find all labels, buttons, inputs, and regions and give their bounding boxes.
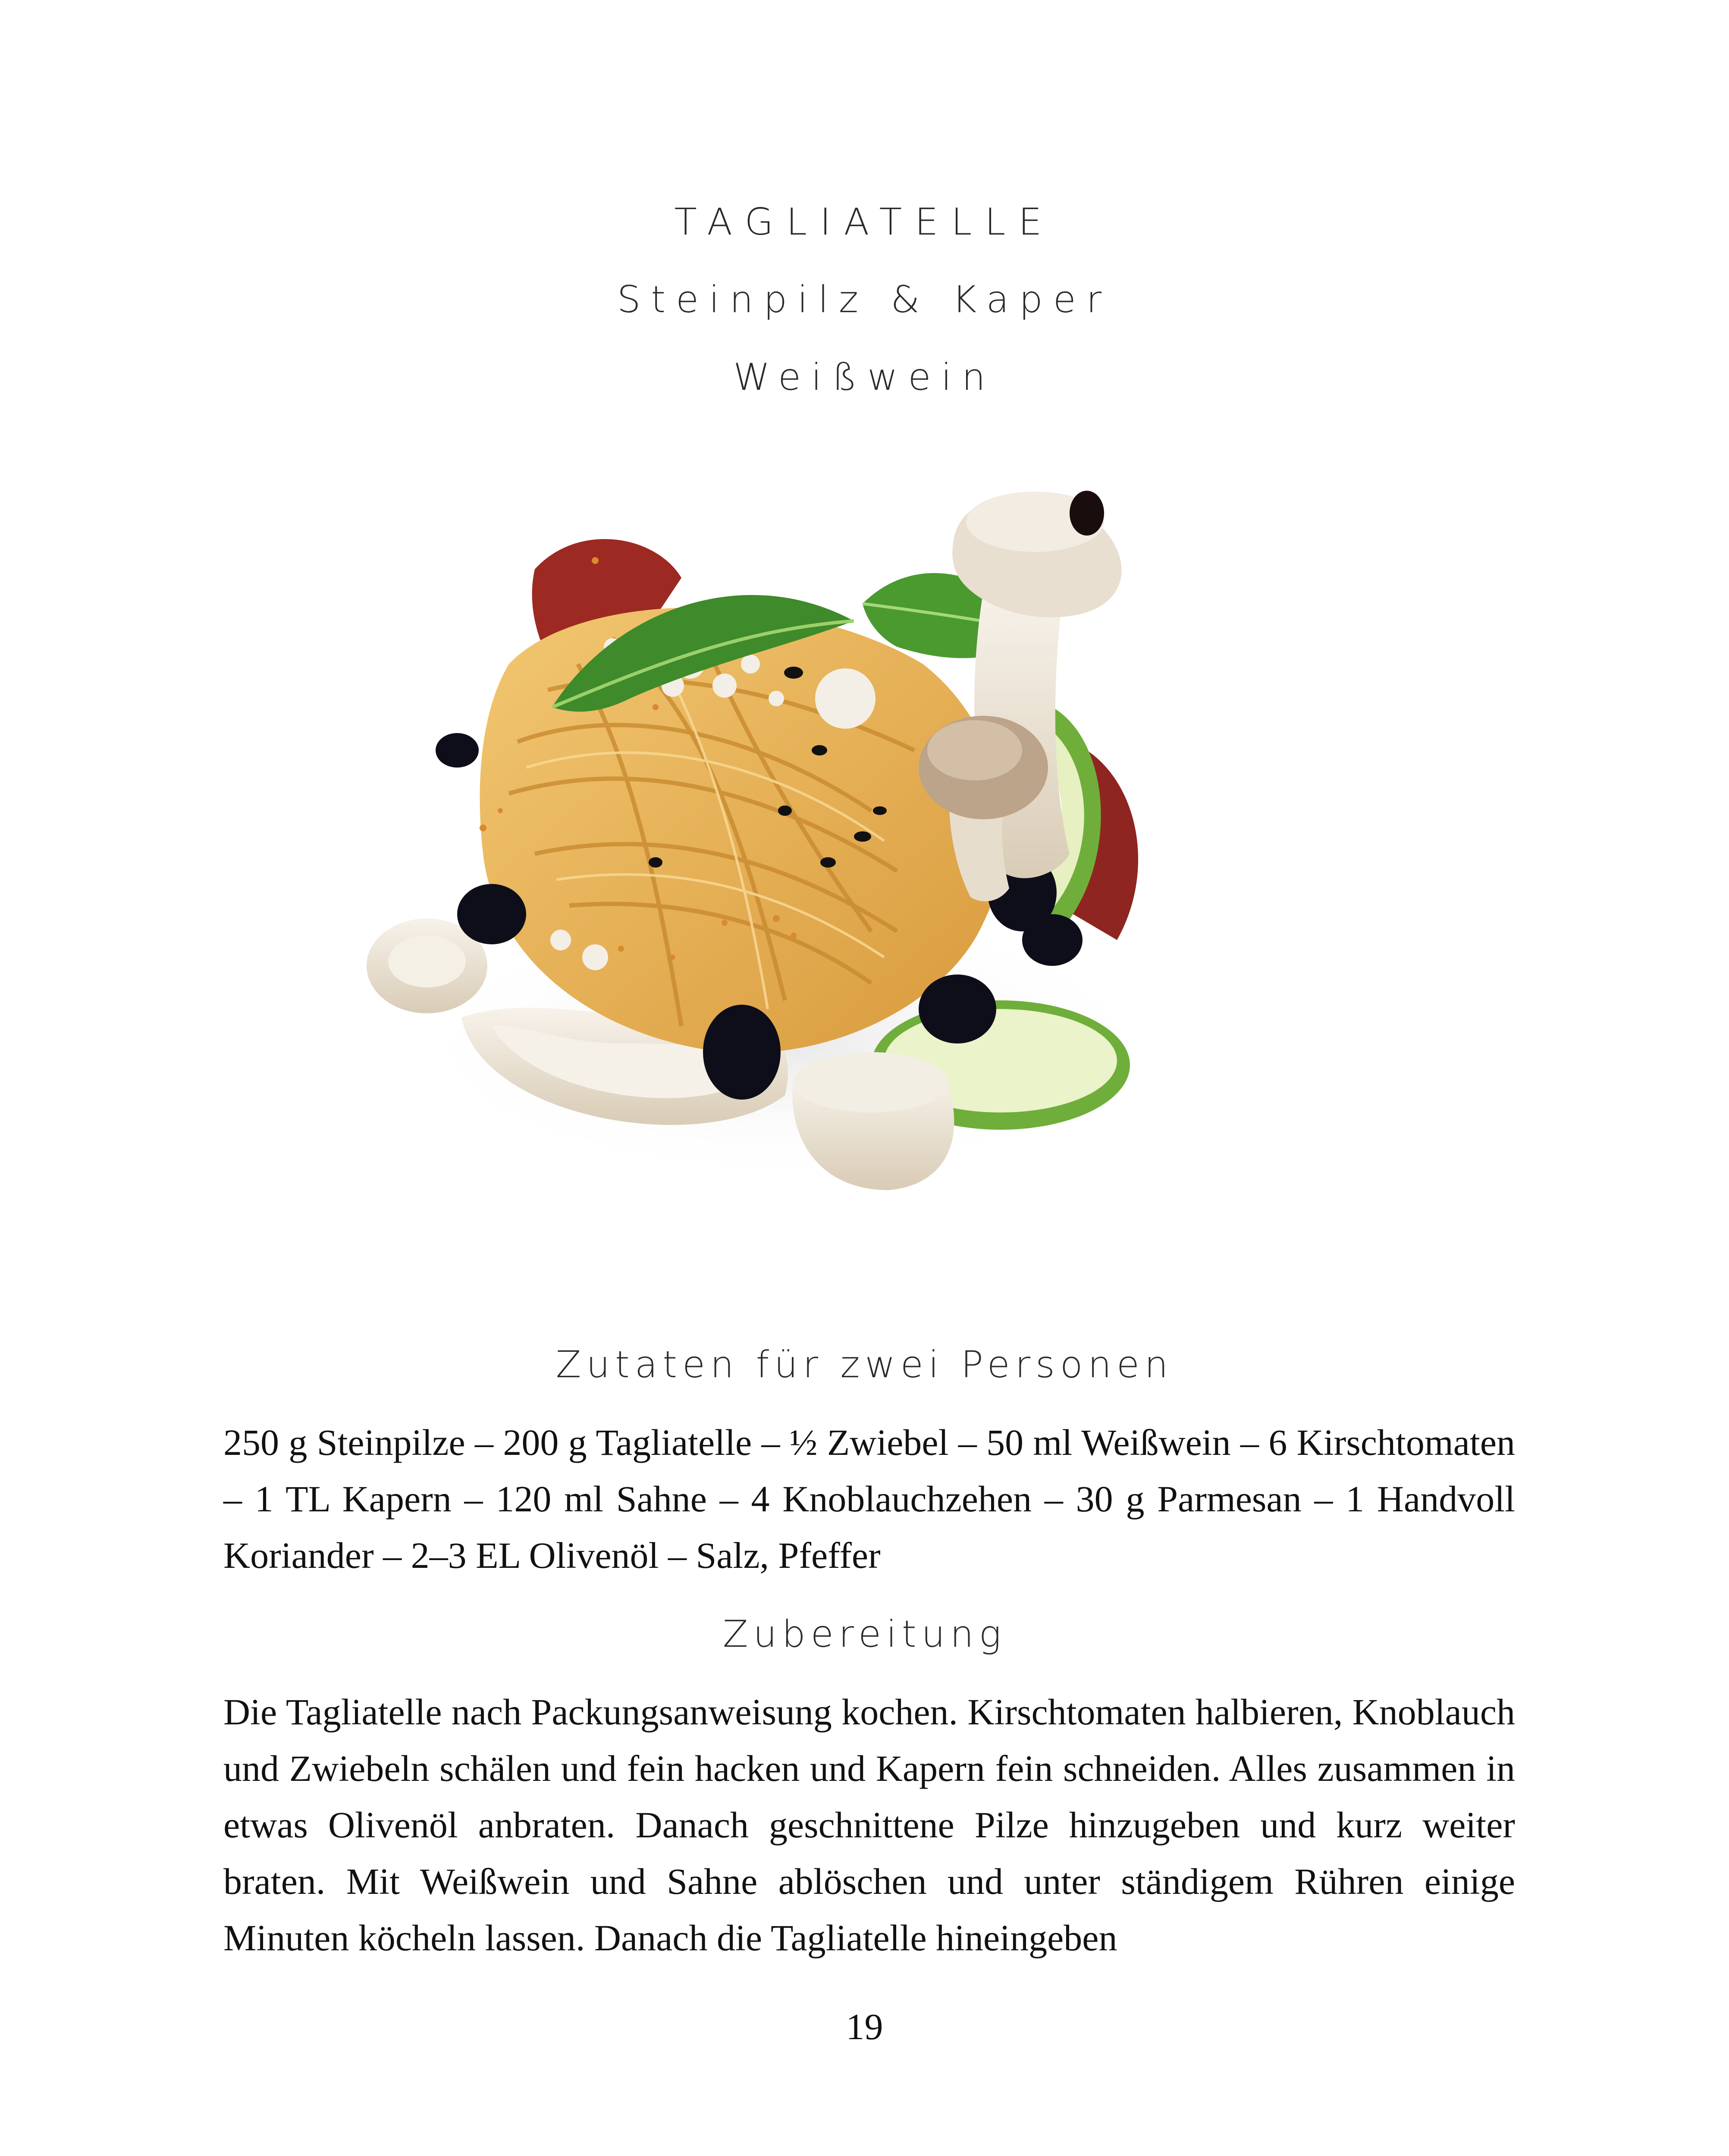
page-number: 19 — [846, 2006, 883, 2047]
page-title: TAGLIATELLE — [674, 201, 1055, 244]
ingredients-heading: Zutaten für zwei Personen — [555, 1343, 1174, 1386]
recipe-subtitle: Steinpilz & Kaper — [617, 278, 1112, 321]
recipe-wine-subtitle: Weißwein — [733, 356, 996, 399]
ingredients-list: 250 g Steinpilze – 200 g Tagliatelle – ½ Zwiebel – 50 ml Weißwein – 6 Kirschtomaten – 1 TL Kapern – 120 ml Sahne – 4 Knoblauchzehen – 30 g Parmesan – 1 Handvoll Koriander – 2–3 EL Olivenöl – Salz, Pfeffer — [223, 1422, 1515, 1576]
preparation-heading: Zubereitung — [722, 1613, 1007, 1656]
preparation-text: Die Tagliatelle nach Packungsanweisung kochen. Kirschtomaten halbieren, Knoblauch und Zwiebeln schälen und fein hacken und Kapern fein schneiden. Alles zusammen in etwas Olivenöl anbraten. Danach geschnittene Pilze hinzugeben und kurz weiter braten. Mit Weißwein und Sahne ablöschen und unter ständigem Rühren einige Minuten köcheln lassen. Danach die Tagliatelle hineingeben — [223, 1691, 1515, 1959]
dish-photo — [354, 483, 1281, 1238]
